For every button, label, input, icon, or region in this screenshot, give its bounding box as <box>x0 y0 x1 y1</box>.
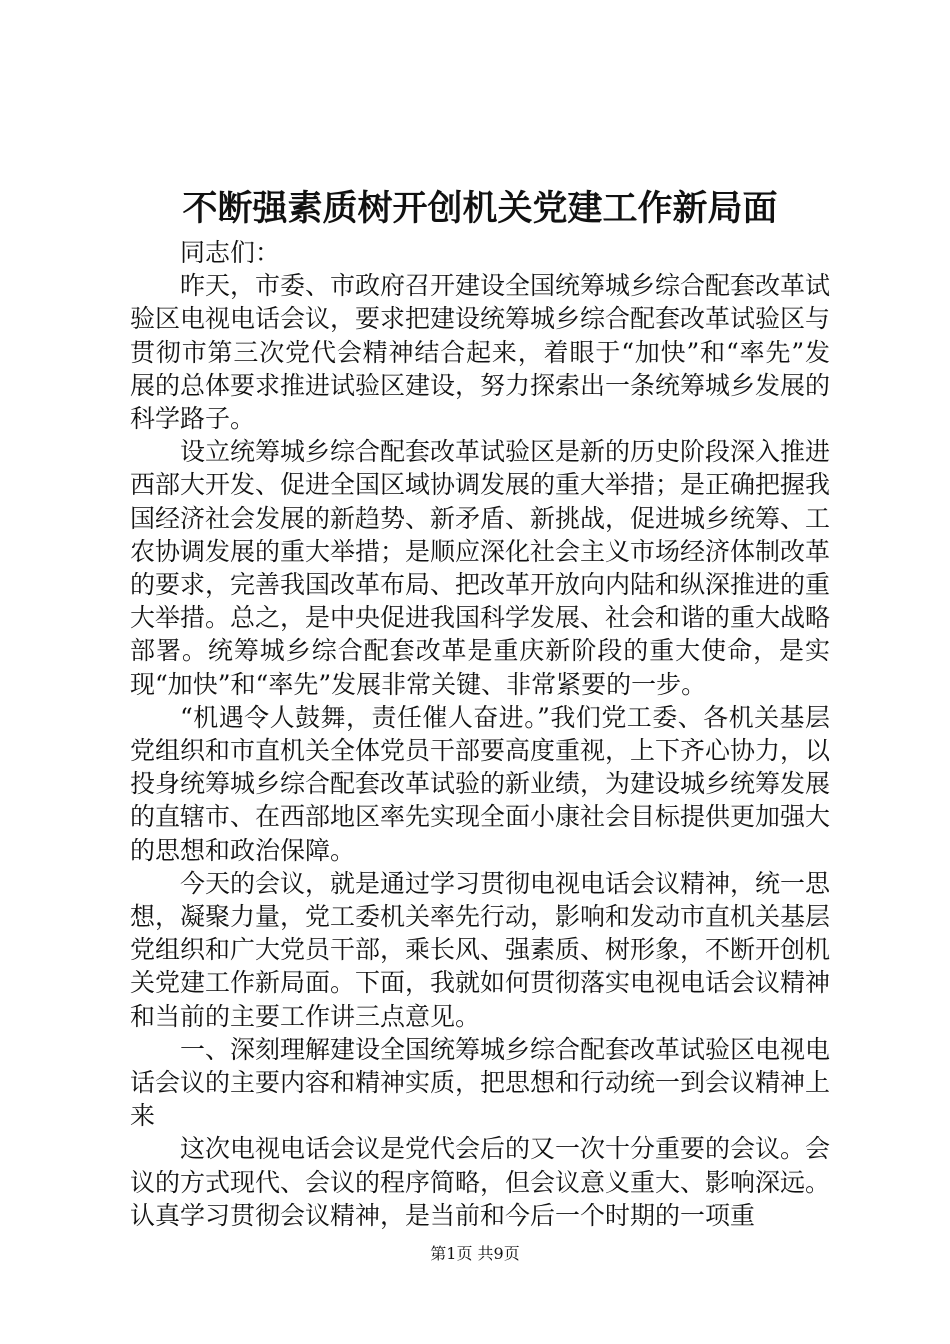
paragraph-4: 今天的会议，就是通过学习贯彻电视电话会议精神，统一思想，凝聚力量，党工委机关率先行动，影响和发动市直机关基层党组织和广大党员干部，乘长风、强素质、树形象，不断开创机关党建工作新局面。下面，我就如何贯彻落实电视电话会议精神和当前的主要工作讲三点意见。 <box>130 868 831 1031</box>
paragraph-5: 这次电视电话会议是党代会后的又一次十分重要的会议。会议的方式现代、会议的程序简略，但会议意义重大、影响深远。认真学习贯彻会议精神，是当前和今后一个时期的一项重 <box>130 1134 831 1230</box>
paragraph-1: 昨天，市委、市政府召开建设全国统筹城乡综合配套改革试验区电视电话会议，要求把建设统筹城乡综合配套改革试验区与贯彻市第三次党代会精神结合起来，着眼于“加快”和“率先”发展的总体要求推进试验区建设，努力探索出一条统筹城乡发展的科学路子。 <box>130 271 831 434</box>
section-heading-1: 一、深刻理解建设全国统筹城乡综合配套改革试验区电视电话会议的主要内容和精神实质，把思想和行动统一到会议精神上来 <box>130 1034 831 1131</box>
page-number-footer: 第1页 共9页 <box>430 1244 520 1263</box>
document-body <box>130 236 830 1232</box>
salutation: 同志们： <box>180 238 281 267</box>
paragraph-2: 设立统筹城乡综合配套改革试验区是新的历史阶段深入推进西部大开发、促进全国区域协调发展的重大举措；是正确把握我国经济社会发展的新趋势、新矛盾、新挑战，促进城乡统筹、工农协调发展的重大举措；是顺应深化社会主义市场经济体制改革的要求，完善我国改革布局、把改革开放向内陆和纵深推进的重大举措。总之，是中央促进我国科学发展、社会和谐的重大战略部署。统筹城乡综合配套改革是重庆新阶段的重大使命，是实现“加快”和“率先”发展非常关键、非常紧要的一步。 <box>130 437 831 699</box>
document-title: 不断强素质树开创机关党建工作新局面 <box>182 188 778 229</box>
paragraph-3: “机遇令人鼓舞，责任催人奋进。”我们党工委、各机关基层党组织和市直机关全体党员干部要高度重视，上下齐心协力，以投身统筹城乡综合配套改革试验的新业绩，为建设城乡统筹发展的直辖市、在西部地区率先实现全面小康社会目标提供更加强大的思想和政治保障。 <box>130 702 831 865</box>
